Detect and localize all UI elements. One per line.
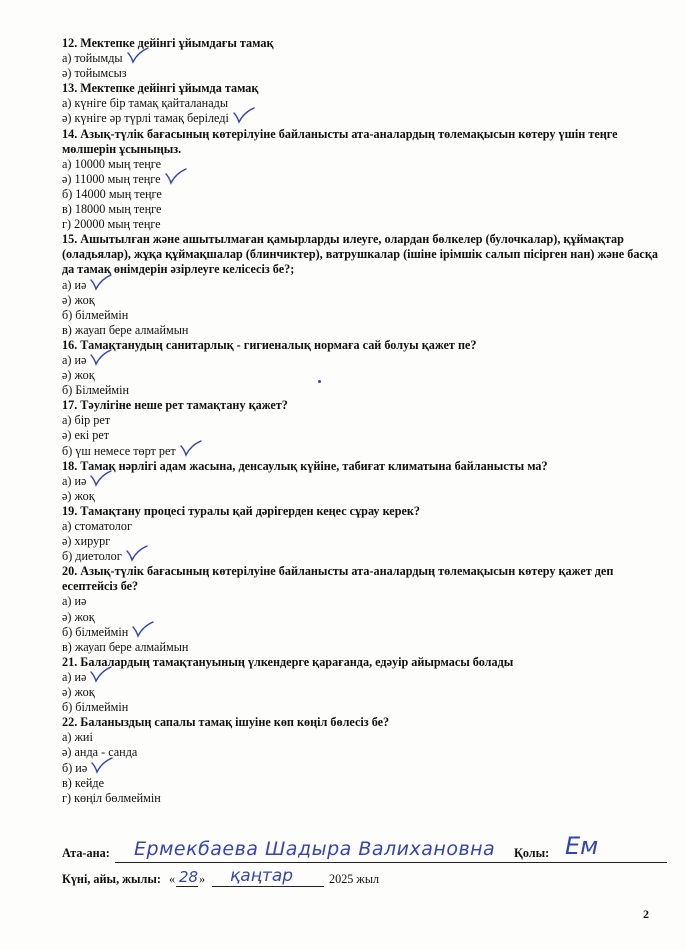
checkmark-icon — [233, 111, 255, 124]
question-label: 16. Тамақтанудың санитарлық - гигиеналық нормаға сай болуы қажет пе? — [62, 337, 477, 352]
parent-name-handwritten: Ермекбаева Шадыра Валихановна — [134, 838, 496, 860]
answer-option — [62, 519, 662, 534]
option-label: ә) күніге әр түрлі тамақ беріледі — [62, 111, 229, 126]
parent-label: Ата-ана: — [62, 846, 110, 860]
option-label: ә) жоқ — [62, 609, 95, 624]
answer-option — [62, 444, 662, 459]
answer-option — [62, 157, 662, 172]
answer-option — [62, 111, 662, 126]
question-label: 15. Ашытылған және ашытылмаған қамырларды илеуге, олардан бөлкелер (булочкалар), құймақтар (оладьялар), жұқа құймақшалар (блинчиктер), ватрушкалар (ішіне ірімшік салып пісірген нан) және басқа да тамақ өнімдерін әзірлеуге келісесіз бе?; — [62, 232, 658, 277]
answer-option — [62, 293, 662, 308]
answer-option — [62, 549, 662, 564]
signature-section — [62, 832, 672, 892]
answer-option — [62, 202, 662, 217]
year-text: 2025 жыл — [329, 872, 380, 886]
answer-option — [62, 474, 662, 489]
question-text — [62, 232, 662, 277]
answer-option — [62, 96, 662, 111]
answer-option — [62, 730, 662, 745]
option-label: г) көңіл бөлмеймін — [62, 790, 161, 805]
answer-option — [62, 776, 662, 791]
answer-option — [62, 323, 662, 338]
question-label: 12. Мектепке дейінгі ұйымдағы тамақ — [62, 36, 274, 50]
ink-dot — [318, 380, 321, 383]
answer-option — [62, 413, 662, 428]
option-label: б) білмеймін — [62, 700, 129, 715]
answer-option — [62, 594, 662, 609]
checkmark-icon — [90, 474, 112, 487]
question-text — [62, 81, 662, 96]
question-text — [62, 127, 662, 157]
answer-option — [62, 640, 662, 655]
answer-option — [62, 489, 662, 504]
option-label: ә) жоқ — [62, 488, 95, 503]
answer-option — [62, 172, 662, 187]
question-text — [62, 338, 662, 353]
answer-option — [62, 308, 662, 323]
answer-option — [62, 745, 662, 760]
question-list — [62, 36, 662, 806]
answer-option — [62, 278, 662, 293]
option-label: а) иә — [62, 669, 87, 684]
answer-option — [62, 670, 662, 685]
question-text — [62, 36, 662, 51]
question-text — [62, 459, 662, 474]
question-text — [62, 398, 662, 413]
answer-option — [62, 685, 662, 700]
option-label: б) үш немесе төрт рет — [62, 443, 176, 458]
option-label: ә) жоқ — [62, 685, 95, 700]
option-label: ә) 11000 мың теңге — [62, 171, 161, 186]
month-line — [212, 886, 324, 887]
question-text — [62, 715, 662, 730]
answer-option — [62, 761, 662, 776]
question-label: 17. Тәулігіне неше рет тамақтану қажет? — [62, 398, 288, 413]
date-label: Күні, айы, жылы: — [62, 872, 161, 886]
checkmark-icon — [91, 761, 113, 774]
checkmark-icon — [180, 444, 202, 457]
question-label: 13. Мектепке дейінгі ұйымда тамақ — [62, 81, 259, 96]
option-label: ә) анда - санда — [62, 745, 138, 760]
question-label: 18. Тамақ нәрлігі адам жасына, денсаулық күйіне, табиғат климатына байланысты ма? — [62, 458, 548, 473]
option-label: б) иә — [62, 760, 88, 775]
option-label: ә) жоқ — [62, 368, 95, 383]
checkmark-icon — [90, 278, 112, 291]
option-label: а) иә — [62, 277, 87, 292]
date-close-quote: » — [199, 872, 206, 886]
checkmark-icon — [90, 670, 112, 683]
page-number: 2 — [643, 907, 649, 921]
parent-name-line — [115, 862, 567, 863]
signature-line — [557, 862, 667, 863]
answer-option — [62, 353, 662, 368]
signature-label: Қолы: — [514, 846, 550, 860]
question-text — [62, 564, 662, 594]
question-label: 21. Балалардың тамақтануының үлкендерге қарағанда, едәуір айырмасы болады — [62, 654, 514, 669]
answer-option — [62, 368, 662, 383]
answer-option — [62, 217, 662, 232]
option-label: а) бір рет — [62, 413, 111, 428]
answer-option — [62, 625, 662, 640]
checkmark-icon — [165, 172, 187, 185]
question-label: 22. Баланыздың сапалы тамақ ішуіне көп көңіл бөлесіз бе? — [62, 715, 390, 730]
option-label: а) 10000 мың теңге — [62, 156, 162, 171]
option-label: а) жиі — [62, 730, 93, 745]
answer-option — [62, 700, 662, 715]
option-label: а) тойымды — [62, 51, 123, 66]
option-label: б) білмеймін — [62, 307, 129, 322]
answer-option — [62, 428, 662, 443]
option-label: б) Білмеймін — [62, 383, 130, 398]
answer-option — [62, 187, 662, 202]
option-label: ә) хирург — [62, 534, 111, 549]
option-label: ә) жоқ — [62, 292, 95, 307]
option-label: а) иә — [62, 352, 87, 367]
answer-option — [62, 66, 662, 81]
option-label: г) 20000 мың теңге — [62, 217, 161, 232]
checkmark-icon — [90, 353, 112, 366]
option-label: а) иә — [62, 594, 87, 609]
question-text — [62, 504, 662, 519]
day-handwritten: 28 — [179, 868, 199, 886]
option-label: в) жауап бере алмаймын — [62, 639, 189, 654]
option-label: в) жауап бере алмаймын — [62, 322, 189, 337]
option-label: ә) тойымсыз — [62, 66, 127, 81]
option-label: а) стоматолог — [62, 519, 132, 533]
date-open-quote: « — [169, 872, 176, 886]
checkmark-icon — [126, 549, 148, 562]
option-label: в) 18000 мың теңге — [62, 202, 162, 217]
option-label: а) иә — [62, 473, 87, 488]
question-label: 19. Тамақтану процесі туралы қай дәрігерден кеңес сұрау керек? — [62, 503, 421, 518]
option-label: а) күніге бір тамақ қайталанады — [62, 96, 229, 111]
question-label: 20. Азық-түлік бағасының көтерілуіне байланысты ата-аналардың төлемақысын көтеру қажет деп есептейсіз бе? — [62, 564, 614, 594]
option-label: б) 14000 мың теңге — [62, 186, 162, 201]
option-label: б) білмеймін — [62, 624, 129, 639]
signature-handwritten: Ем — [565, 832, 599, 860]
question-text — [62, 655, 662, 670]
checkmark-icon — [132, 625, 154, 638]
day-line — [176, 886, 198, 887]
option-label: ә) екі рет — [62, 428, 110, 443]
option-label: б) диетолог — [62, 549, 122, 564]
answer-option — [62, 383, 662, 398]
month-handwritten: қаңтар — [230, 866, 294, 886]
question-label: 14. Азық-түлік бағасының көтерілуіне байланысты ата-аналардың төлемақысын көтеру үшін теңге мөлшерін ұсыныңыз. — [62, 126, 618, 156]
answer-option — [62, 534, 662, 549]
answer-option — [62, 791, 662, 806]
answer-option — [62, 51, 662, 66]
checkmark-icon — [127, 51, 149, 64]
option-label: в) кейде — [62, 775, 105, 790]
